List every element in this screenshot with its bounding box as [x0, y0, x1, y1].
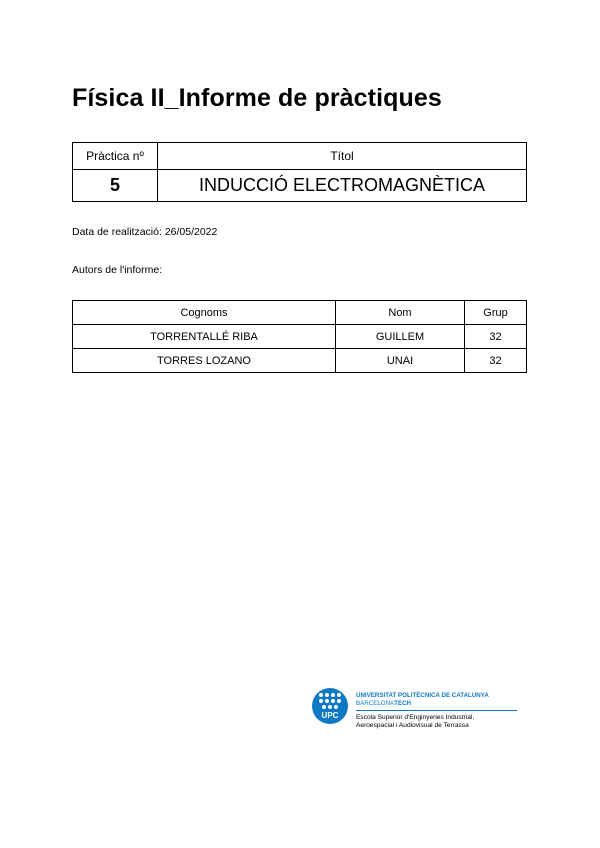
author-group: 32: [465, 325, 527, 349]
practice-number: 5: [73, 170, 158, 202]
practice-number-header: Pràctica nº: [73, 143, 158, 170]
upc-badge-icon: [312, 688, 348, 724]
practice-table: [72, 142, 527, 202]
author-name: GUILLEM: [336, 325, 465, 349]
upc-logo: [312, 686, 522, 734]
upc-badge-text: UPC: [321, 711, 339, 720]
authors-table: [72, 300, 527, 373]
authors-table-header-row: [73, 301, 527, 325]
university-city: BARCELONATECH: [356, 700, 412, 707]
header-surnames: Cognoms: [73, 301, 336, 325]
logo-divider: [356, 710, 517, 711]
school-name-line1: Escola Superior d'Enginyeries Industrial,: [356, 714, 475, 721]
date-value: 26/05/2022: [164, 226, 218, 238]
table-row: [73, 325, 527, 349]
practice-title: INDUCCIÓ ELECTROMAGNÈTICA: [158, 170, 527, 202]
authors-label: Autors de l'informe:: [72, 264, 163, 276]
date-line: [72, 226, 217, 238]
author-group: 32: [465, 349, 527, 373]
school-name-line2: Aeroespacial i Audiovisual de Terrassa: [356, 722, 469, 729]
document-title: Física II_Informe de pràctiques: [72, 84, 442, 112]
author-surnames: TORRENTALLÉ RIBA: [73, 325, 336, 349]
author-surnames: TORRES LOZANO: [73, 349, 336, 373]
table-row: [73, 349, 527, 373]
practice-table-value-row: [73, 170, 527, 202]
header-group: Grup: [465, 301, 527, 325]
header-name: Nom: [336, 301, 465, 325]
practice-title-header: Títol: [158, 143, 527, 170]
practice-table-header-row: [73, 143, 527, 170]
author-name: UNAI: [336, 349, 465, 373]
date-label: Data de realització:: [72, 226, 162, 238]
university-name: UNIVERSITAT POLITÈCNICA DE CATALUNYA: [356, 692, 489, 699]
school-name: [356, 714, 474, 730]
upc-dots-icon: [319, 693, 341, 709]
